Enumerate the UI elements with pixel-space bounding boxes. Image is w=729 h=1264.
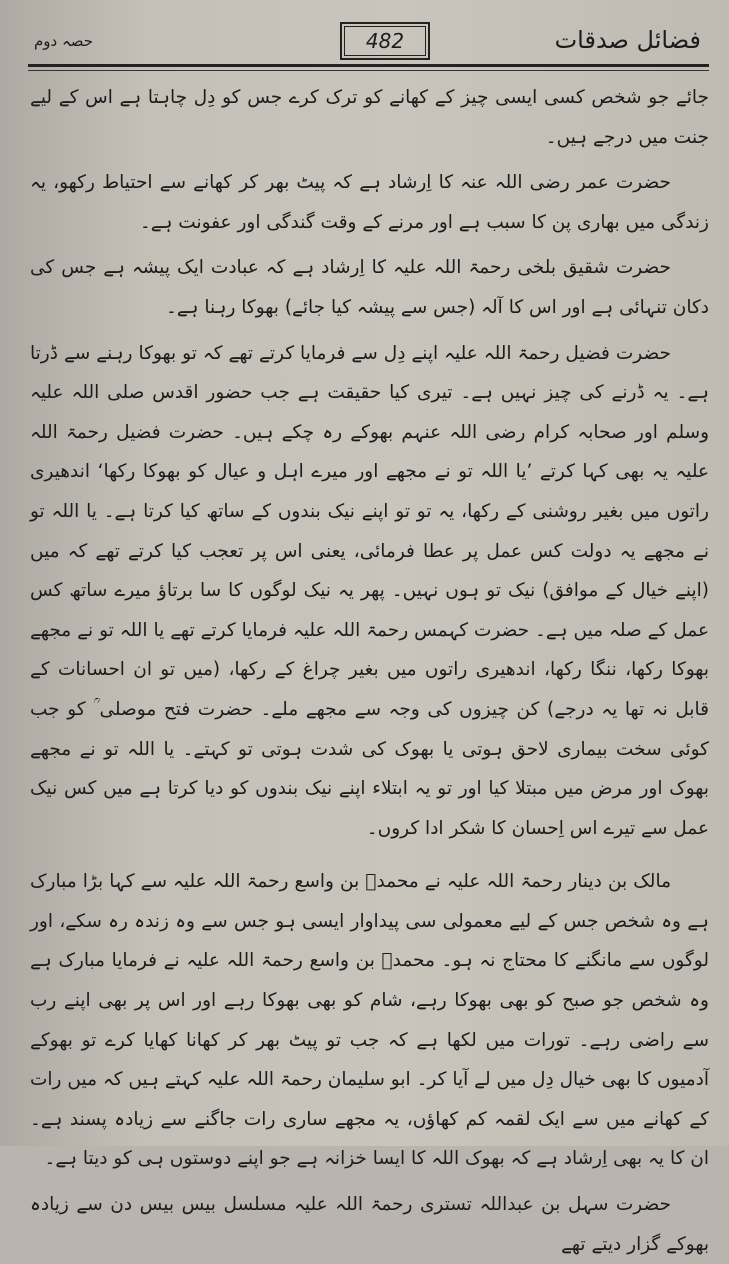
paragraph: حضرت فضیل رحمۃ اللہ علیہ اپنے دِل سے فرمایا کرتے تھے کہ تو بھوکا رہنے سے ڈرتا ہے۔ یہ ڈرنے کی چیز نہیں ہے۔ تیری کیا حقیقت ہے جب حضور اقدس صلی اللہ علیہ وسلم اور صحابہ کرام رضی اللہ عنہم بھوکے رہ چکے ہیں۔ حضرت فضیل رحمۃ اللہ علیہ یہ بھی کہا کرتے ’یا اللہ تو نے مجھے اور میرے اہل و عیال کو بھوکا رکھا‘ اندھیری راتوں میں بغیر روشنی کے رکھا، یہ تو تو اپنے نیک بندوں کے ساتھ کیا کرتا ہے۔ یا اللہ تو نے مجھے یہ دولت کس عمل پر عطا فرمائی، یعنی اس پر تعجب کیا کرتے تھے کہ میں (اپنے خیال کے موافق) نیک تو ہوں نہیں۔ پھر یہ نیک لوگوں کا سا برتاؤ میرے ساتھ کس عمل کے صلہ میں ہے۔ حضرت کہمس رحمۃ اللہ علیہ فرمایا کرتے تھے یا اللہ تو نے مجھے بھوکا رکھا، ننگا رکھا، اندھیری راتوں میں بغیر چراغ کے رکھا، (میں تو ان احسانات کے قابل نہ تھا یہ درجے) کن چیزوں کی وجہ سے مجھے ملے۔ حضرت فتح موصلی ؒ کو جب کوئی سخت بیماری لاحق ہوتی یا بھوک کی شدت ہوتی تو کہتے۔ یا اللہ تو نے مجھے بھوک اور مرض میں مبتلا کیا اور تو یہ ابتلاء اپنے نیک بندوں کو دیا کرتا ہے میں کس نیک عمل سے تیرے اس اِحسان کا شکر ادا کروں۔ — [30, 342, 709, 839]
page-number: 482 — [340, 22, 430, 60]
book-title: فضائل صدقات — [554, 26, 701, 54]
paragraph: مالک بن دینار رحمۃ اللہ علیہ نے محمدؒ بن واسع رحمۃ اللہ علیہ سے کہا بڑا مبارک ہے وہ شخص جس کے لیے معمولی سی پیداوار ایسی ہو جس سے وہ زندہ رہ سکے، اور لوگوں سے مانگنے کا محتاج نہ ہو۔ محمدؒ بن واسع رحمۃ اللہ علیہ نے فرمایا مبارک ہے وہ شخص جو صبح کو بھی بھوکا رہے، شام کو بھی بھوکا رہے اور اس پر بھی اپنے رب سے راضی رہے۔ تورات میں لکھا ہے کہ جب تو پیٹ بھر کر کھانا کھایا کرے تو بھوکے آدمیوں کا بھی خیال دِل میں لے آیا کر۔ ابو سلیمان رحمۃ اللہ علیہ کہتے ہیں کہ میں رات کے کھانے میں سے ایک لقمہ کم کھاؤں، یہ مجھے ساری رات جاگنے سے زیادہ پسند ہے۔ ان کا یہ بھی اِرشاد ہے کہ بھوک اللہ کا ایسا خزانہ ہے جو اپنے دوستوں ہی کو دیتا ہے۔ — [30, 871, 709, 1170]
page-header — [28, 22, 709, 68]
page-body — [30, 78, 709, 1255]
paragraph: حضرت شقیق بلخی رحمۃ اللہ علیہ کا اِرشاد ہے کہ عبادت ایک پیشہ ہے جس کی دکان تنہائی ہے اور اس کا آلہ (جس سے پیشہ کیا جائے) بھوکا رہنا ہے۔ — [30, 257, 709, 318]
paragraph: جائے جو شخص کسی ایسی چیز کے کھانے کو ترک کرے جس کو دِل چاہتا ہے اس کے لیے جنت میں درجے ہیں۔ — [30, 87, 709, 148]
section-label: حصہ دوم — [34, 32, 94, 50]
paragraph: حضرت سہل بن عبداللہ تستری رحمۃ اللہ علیہ مسلسل بیس بیس دن سے زیادہ بھوکے گزار دیتے تھے — [30, 1194, 709, 1255]
header-rule — [28, 64, 709, 67]
header-rule-thin — [28, 70, 709, 71]
paragraph: حضرت عمر رضی اللہ عنہ کا اِرشاد ہے کہ پیٹ بھر کر کھانے سے احتیاط رکھو، یہ زندگی میں بھاری پن کا سبب ہے اور مرنے کے وقت گندگی اور عفونت ہے۔ — [30, 172, 709, 233]
